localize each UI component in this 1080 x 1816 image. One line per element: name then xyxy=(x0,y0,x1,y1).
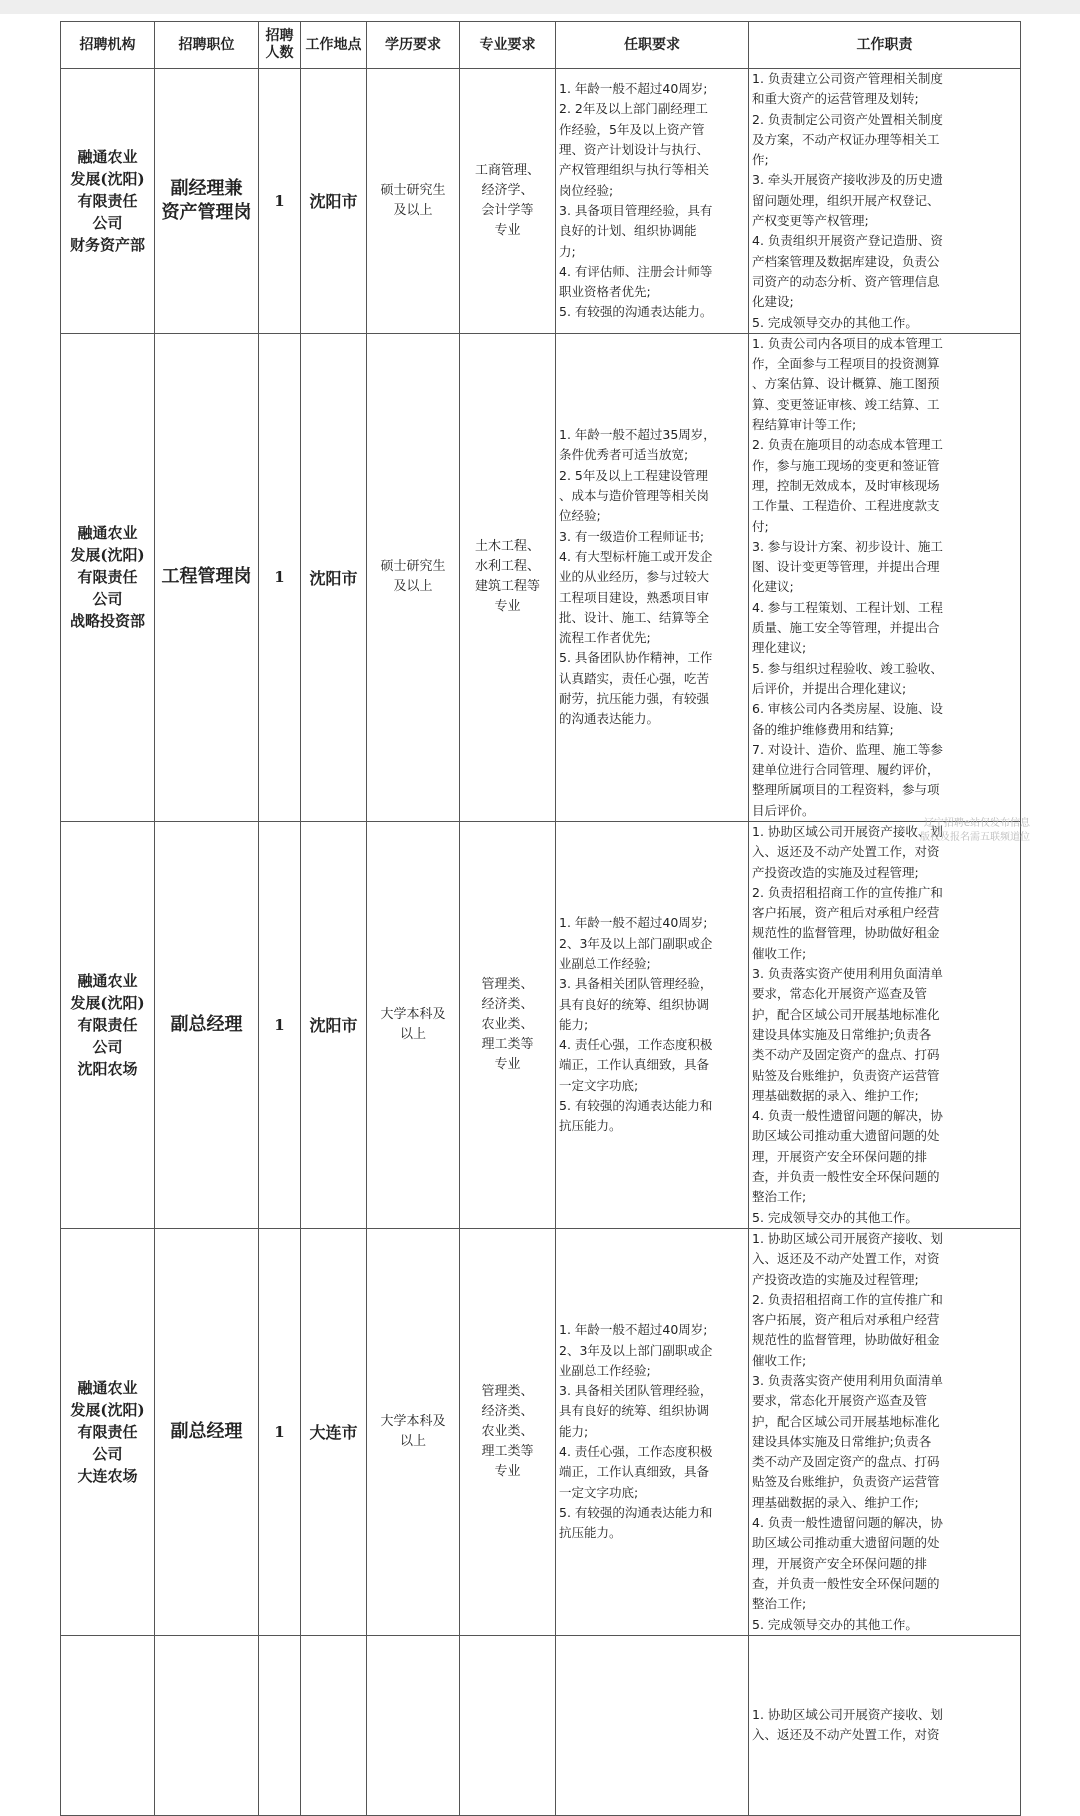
cell-line: 发展(沈阳) xyxy=(70,1400,145,1419)
cell-line: 4. 负责组织开展资产登记造册、资 xyxy=(752,233,943,249)
cell-line: 会计学等 xyxy=(481,202,534,218)
recruitment-table xyxy=(60,21,1021,1816)
cell-line: 一定文字功底; xyxy=(559,1484,639,1500)
cell-line: 专业 xyxy=(494,1463,521,1479)
cell-line: 助区域公司推动重大遗留问题的处 xyxy=(752,1535,940,1551)
location-cell: 沈阳市 xyxy=(301,821,367,1228)
cell-line: 客户拓展，资产租后对承租户经营 xyxy=(752,1312,940,1328)
cell-line: 良好的计划、组织协调能 xyxy=(559,223,697,239)
cell-line: 作，全面参与工程项目的投资测算 xyxy=(752,356,940,372)
cell-line: 规范性的监督管理，协助做好租金 xyxy=(752,925,940,941)
cell-line: 专业 xyxy=(494,1056,521,1072)
cell-line: 催收工作; xyxy=(752,945,807,961)
cell-line: 硕士研究生 xyxy=(380,559,446,575)
cell-line: 理工类等 xyxy=(481,1443,534,1459)
location-cell: 沈阳市 xyxy=(301,69,367,334)
cell-line: 1. 负责公司内各项目的成本管理工 xyxy=(752,335,943,351)
header-requirements: 任职要求 xyxy=(556,22,749,69)
cell-line: 类不动产及固定资产的盘点、打码 xyxy=(752,1047,940,1063)
cell-line: 业副总工作经验; xyxy=(559,955,651,971)
cell-line: 助区域公司推动重大遗留问题的处 xyxy=(752,1128,940,1144)
cell-line: 4. 有评估师、注册会计师等 xyxy=(559,263,713,279)
cell-line: 化建设; xyxy=(752,294,794,310)
table-row xyxy=(61,333,1021,821)
requirements-cell xyxy=(556,1228,749,1635)
cell-line: 客户拓展，资产租后对承租户经营 xyxy=(752,905,940,921)
cell-line: 管理类、 xyxy=(481,976,534,992)
education-cell xyxy=(367,69,460,334)
cell-line: 后评价，并提出合理化建议; xyxy=(752,680,907,696)
cell-line: 整治工作; xyxy=(752,1596,807,1612)
cell-line: 入、返还及不动产处置工作，对资 xyxy=(752,1727,940,1743)
cell-line: 以上 xyxy=(399,1433,426,1449)
major-cell xyxy=(460,1228,556,1635)
cell-line: 4. 责任心强，工作态度积极 xyxy=(559,1037,713,1053)
cell-line: 2. 负责制定公司资产处置相关制度 xyxy=(752,111,943,127)
cell-line: 目后评价。 xyxy=(752,802,815,818)
cell-line: 2. 5年及以上工程建设管理 xyxy=(559,467,708,483)
header-count: 招聘人数 xyxy=(259,22,301,69)
cell-line: 5. 有较强的沟通表达能力。 xyxy=(559,304,713,320)
watermark xyxy=(820,817,1030,845)
cell-line: 1. 年龄一般不超过40周岁; xyxy=(559,1322,708,1338)
cell-line: 5. 参与组织过程验收、竣工验收、 xyxy=(752,660,943,676)
org-cell xyxy=(61,1635,155,1815)
cell-line: 5. 具备团队协作精神，工作 xyxy=(559,650,713,666)
cell-line: 硕士研究生 xyxy=(380,182,446,198)
cell-line: 理，开展资产安全环保问题的排 xyxy=(752,1555,928,1571)
cell-line: 抗压能力。 xyxy=(559,1525,622,1541)
cell-line: 质量、施工安全等管理，并提出合 xyxy=(752,620,940,636)
cell-line: 公司 xyxy=(92,1037,123,1056)
cell-line: 5. 完成领导交办的其他工作。 xyxy=(752,314,918,330)
major-cell xyxy=(460,821,556,1228)
cell-line: 理化建议; xyxy=(752,640,807,656)
cell-line: 1. 协助区域公司开展资产接收、划 xyxy=(752,1707,943,1723)
cell-line: 、成本与造价管理等相关岗 xyxy=(559,488,710,504)
cell-line: 大连农场 xyxy=(77,1466,138,1485)
duties-cell xyxy=(749,1635,1021,1815)
cell-line: 能力; xyxy=(559,1423,589,1439)
position-cell xyxy=(155,1635,259,1815)
cell-line: 5. 有较强的沟通表达能力和 xyxy=(559,1504,713,1520)
count-cell: 1 xyxy=(259,821,301,1228)
cell-line: 作; xyxy=(752,152,769,168)
cell-line: 认真踏实，责任心强，吃苦 xyxy=(559,670,710,686)
cell-line: 位经验; xyxy=(559,508,601,524)
position-cell xyxy=(155,333,259,821)
org-cell xyxy=(61,333,155,821)
cell-line: 7. 对设计、造价、监理、施工等参 xyxy=(752,741,943,757)
cell-line: 有限责任 xyxy=(77,1422,138,1441)
location-cell: 大连市 xyxy=(301,1228,367,1635)
cell-line: 端正，工作认真细致，具备 xyxy=(559,1057,710,1073)
cell-line: 公司 xyxy=(92,1444,123,1463)
cell-line: 条件优秀者可适当放宽; xyxy=(559,447,689,463)
position-cell xyxy=(155,821,259,1228)
cell-line: 产档案管理及数据库建设，负责公 xyxy=(752,253,940,269)
cell-line: 大学本科及 xyxy=(380,1413,446,1429)
cell-line: 战略投资部 xyxy=(69,612,145,631)
org-cell xyxy=(61,821,155,1228)
requirements-cell xyxy=(556,1635,749,1815)
cell-line: 财务资产部 xyxy=(69,235,145,254)
cell-line: 查，并负责一般性安全环保问题的 xyxy=(752,1169,940,1185)
cell-line: 贴签及台账维护，负责资产运营管 xyxy=(752,1067,940,1083)
cell-line: 4. 负责一般性遗留问题的解决，协 xyxy=(752,1108,943,1124)
cell-line: 3. 负责落实资产使用利用负面清单 xyxy=(752,1373,943,1388)
cell-line: 建设具体实施及日常维护;负责各 xyxy=(752,1433,932,1449)
cell-line: 职业资格者优先; xyxy=(559,284,651,300)
cell-line: 发展(沈阳) xyxy=(70,546,145,565)
header-location: 工作地点 xyxy=(301,22,367,69)
cell-line: 理基础数据的录入、维护工作; xyxy=(752,1494,919,1510)
cell-line: 工商管理、 xyxy=(474,162,540,178)
cell-line: 5. 完成领导交办的其他工作。 xyxy=(752,1616,918,1632)
location-cell: 沈阳市 xyxy=(301,333,367,821)
cell-line: 有限责任 xyxy=(77,191,138,210)
cell-line: 1. 年龄一般不超过40周岁; xyxy=(559,915,708,931)
cell-line: 发展(沈阳) xyxy=(70,993,145,1012)
cell-line: 付; xyxy=(752,518,769,534)
watermark-line: 版权及报名需五联频道位 xyxy=(920,832,1030,843)
cell-line: 图、设计变更等管理，并提出合理 xyxy=(752,559,940,575)
cell-line: 建设具体实施及日常维护;负责各 xyxy=(752,1026,932,1042)
cell-line: 护，配合区域公司开展基地标准化 xyxy=(752,1413,940,1429)
cell-line: 农业类、 xyxy=(481,1423,534,1439)
top-strip xyxy=(0,0,1080,14)
cell-line: 1. 协助区域公司开展资产接收、划 xyxy=(752,823,943,839)
duties-cell xyxy=(749,1228,1021,1635)
cell-line: 建筑工程等 xyxy=(474,579,540,595)
cell-line: 抗压能力。 xyxy=(559,1118,622,1134)
cell-line: 业的从业经历，参与过较大 xyxy=(559,569,710,585)
cell-line: 专业 xyxy=(494,599,521,615)
cell-line: 工作量、工程造价、工程进度款支 xyxy=(752,498,940,514)
requirements-cell xyxy=(556,69,749,334)
cell-line: 6. 审核公司内各类房屋、设施、设 xyxy=(752,701,943,717)
cell-line: 经济类、 xyxy=(481,1403,534,1419)
cell-line: 一定文字功底; xyxy=(559,1077,639,1093)
cell-line: 力; xyxy=(559,243,576,259)
position-cell xyxy=(155,1228,259,1635)
cell-line: 入、返还及不动产处置工作，对资 xyxy=(752,1251,940,1267)
cell-line: 融通农业 xyxy=(77,971,138,990)
header-row xyxy=(61,22,1021,69)
cell-line: 公司 xyxy=(92,590,123,609)
cell-line: 备的维护维修费用和结算; xyxy=(752,721,894,737)
cell-line: 融通农业 xyxy=(77,147,138,166)
count-cell: 1 xyxy=(259,333,301,821)
requirements-cell xyxy=(556,333,749,821)
cell-line: 1. 年龄一般不超过40周岁; xyxy=(559,81,708,97)
cell-line: 岗位经验; xyxy=(559,182,614,198)
cell-line: 3. 牵头开展资产接收涉及的历史遗 xyxy=(752,172,943,188)
cell-line: 经济学、 xyxy=(481,182,534,198)
major-cell xyxy=(460,69,556,334)
cell-line: 4. 责任心强，工作态度积极 xyxy=(559,1444,713,1460)
cell-line: 以上 xyxy=(399,1026,426,1042)
cell-line: 和重大资产的运营管理及划转; xyxy=(752,91,919,107)
cell-line: 3. 有一级造价工程师证书; xyxy=(559,528,705,544)
cell-line: 沈阳农场 xyxy=(77,1059,138,1078)
count-cell: 1 xyxy=(259,1228,301,1635)
org-cell xyxy=(61,1228,155,1635)
cell-line: 耐劳，抗压能力强，有较强 xyxy=(559,691,710,707)
cell-line: 管理类、 xyxy=(481,1383,534,1399)
cell-line: 融通农业 xyxy=(77,524,138,543)
cell-line: 发展(沈阳) xyxy=(70,169,145,188)
cell-line: 4. 参与工程策划、工程计划、工程 xyxy=(752,599,943,615)
cell-line: 资产管理岗 xyxy=(161,201,252,223)
cell-line: 及以上 xyxy=(393,202,433,218)
table-row xyxy=(61,1635,1021,1815)
cell-line: 程结算审计等工作; xyxy=(752,417,857,433)
cell-line: 、方案估算、设计概算、施工图预 xyxy=(752,376,940,392)
education-cell xyxy=(367,1228,460,1635)
cell-line: 具有良好的统筹、组织协调 xyxy=(559,996,710,1012)
cell-line: 1. 年龄一般不超过35周岁， xyxy=(559,427,716,443)
cell-line: 2、3年及以上部门副职或企 xyxy=(559,1342,713,1358)
table-row xyxy=(61,821,1021,1228)
cell-line: 3. 负责落实资产使用利用负面清单 xyxy=(752,966,943,982)
position-cell xyxy=(155,69,259,334)
education-cell xyxy=(367,821,460,1228)
count-cell xyxy=(259,1635,301,1815)
cell-line: 具有良好的统筹、组织协调 xyxy=(559,1403,710,1419)
cell-line: 司资产的动态分析、资产管理信息 xyxy=(752,273,940,289)
cell-line: 4. 有大型标杆施工或开发企 xyxy=(559,548,713,564)
cell-line: 2. 负责在施项目的动态成本管理工 xyxy=(752,437,943,453)
cell-line: 土木工程、 xyxy=(474,539,540,555)
count-cell: 1 xyxy=(259,69,301,334)
duties-cell xyxy=(749,333,1021,821)
cell-line: 流程工作者优先; xyxy=(559,630,651,646)
cell-line: 2. 2年及以上部门副经理工 xyxy=(559,101,708,117)
cell-line: 作，参与施工现场的变更和签证管 xyxy=(752,457,940,473)
cell-line: 留问题处理，组织开展产权登记、 xyxy=(752,192,940,208)
cell-line: 贴签及台账维护，负责资产运营管 xyxy=(752,1474,940,1490)
education-cell xyxy=(367,1635,460,1815)
cell-line: 及方案，不动产权证办理等相关工 xyxy=(752,131,940,147)
table-row xyxy=(61,1228,1021,1635)
header-position: 招聘职位 xyxy=(155,22,259,69)
cell-line: 整理所属项目的工程资料，参与项 xyxy=(752,782,940,798)
cell-line: 规范性的监督管理，协助做好租金 xyxy=(752,1332,940,1348)
cell-line: 2. 负责招租招商工作的宣传推广和 xyxy=(752,1291,943,1307)
cell-line: 有限责任 xyxy=(77,568,138,587)
header-major: 专业要求 xyxy=(460,22,556,69)
org-cell xyxy=(61,69,155,334)
cell-line: 要求，常态化开展资产巡查及管 xyxy=(752,986,928,1002)
cell-line: 5. 有较强的沟通表达能力和 xyxy=(559,1097,713,1113)
education-cell xyxy=(367,333,460,821)
cell-line: 3. 具备项目管理经验，具有 xyxy=(559,202,713,218)
cell-line: 产投资改造的实施及过程管理; xyxy=(752,1271,919,1287)
cell-line: 理，开展资产安全环保问题的排 xyxy=(752,1148,928,1164)
duties-cell xyxy=(749,69,1021,334)
location-cell xyxy=(301,1635,367,1815)
cell-line: 3. 具备相关团队管理经验， xyxy=(559,1383,713,1399)
cell-line: 产权变更等产权管理; xyxy=(752,213,869,229)
cell-line: 化建议; xyxy=(752,579,794,595)
cell-line: 专业 xyxy=(494,222,521,238)
cell-line: 副经理兼 xyxy=(170,177,243,199)
cell-line: 能力; xyxy=(559,1016,589,1032)
cell-line: 护，配合区域公司开展基地标准化 xyxy=(752,1006,940,1022)
cell-line: 业副总工作经验; xyxy=(559,1362,651,1378)
cell-line: 入、返还及不动产处置工作，对资 xyxy=(752,844,940,860)
cell-line: 工程管理岗 xyxy=(161,566,252,588)
cell-line: 的沟通表达能力。 xyxy=(559,711,660,727)
duties-cell xyxy=(749,821,1021,1228)
cell-line: 3. 具备相关团队管理经验， xyxy=(559,976,713,992)
cell-line: 理基础数据的录入、维护工作; xyxy=(752,1087,919,1103)
table-row xyxy=(61,69,1021,334)
cell-line: 3. 参与设计方案、初步设计、施工 xyxy=(752,538,943,554)
major-cell xyxy=(460,1635,556,1815)
cell-line: 类不动产及固定资产的盘点、打码 xyxy=(752,1454,940,1470)
cell-line: 4. 负责一般性遗留问题的解决，协 xyxy=(752,1515,943,1531)
cell-line: 2. 负责招租招商工作的宣传推广和 xyxy=(752,884,943,900)
header-education: 学历要求 xyxy=(367,22,460,69)
cell-line: 公司 xyxy=(92,213,123,232)
watermark-line: 辽宁招聘e站仅发布信息 xyxy=(923,818,1030,829)
cell-line: 要求，常态化开展资产巡查及管 xyxy=(752,1393,928,1409)
cell-line: 催收工作; xyxy=(752,1352,807,1368)
cell-line: 副总经理 xyxy=(170,1013,243,1035)
cell-line: 作经验，5年及以上资产管 xyxy=(559,121,705,137)
cell-line: 及以上 xyxy=(393,579,433,595)
major-cell xyxy=(460,333,556,821)
cell-line: 算、变更签证审核、竣工结算、工 xyxy=(752,396,940,412)
cell-line: 经济类、 xyxy=(481,996,534,1012)
cell-line: 2、3年及以上部门副职或企 xyxy=(559,935,713,951)
cell-line: 批、设计、施工、结算等全 xyxy=(559,609,710,625)
cell-line: 5. 完成领导交办的其他工作。 xyxy=(752,1209,918,1225)
cell-line: 副总经理 xyxy=(170,1420,243,1442)
cell-line: 有限责任 xyxy=(77,1015,138,1034)
cell-line: 产权管理组织与执行等相关 xyxy=(559,162,710,178)
header-duties: 工作职责 xyxy=(749,22,1021,69)
requirements-cell xyxy=(556,821,749,1228)
cell-line: 农业类、 xyxy=(481,1016,534,1032)
cell-line: 工程项目建设，熟悉项目审 xyxy=(559,589,710,605)
table-body xyxy=(61,69,1021,1816)
cell-line: 大学本科及 xyxy=(380,1006,446,1022)
header-org: 招聘机构 xyxy=(61,22,155,69)
cell-line: 1. 协助区域公司开展资产接收、划 xyxy=(752,1230,943,1246)
cell-line: 理工类等 xyxy=(481,1036,534,1052)
cell-line: 建单位进行合同管理、履约评价， xyxy=(752,762,940,778)
cell-line: 端正，工作认真细致，具备 xyxy=(559,1464,710,1480)
cell-line: 1. 负责建立公司资产管理相关制度 xyxy=(752,71,943,86)
cell-line: 查，并负责一般性安全环保问题的 xyxy=(752,1575,940,1591)
cell-line: 理、资产计划设计与执行、 xyxy=(559,142,710,158)
cell-line: 产投资改造的实施及过程管理; xyxy=(752,864,919,880)
cell-line: 融通农业 xyxy=(77,1378,138,1397)
cell-line: 理，控制无效成本，及时审核现场 xyxy=(752,477,940,493)
cell-line: 整治工作; xyxy=(752,1189,807,1205)
cell-line: 水利工程、 xyxy=(474,559,540,575)
